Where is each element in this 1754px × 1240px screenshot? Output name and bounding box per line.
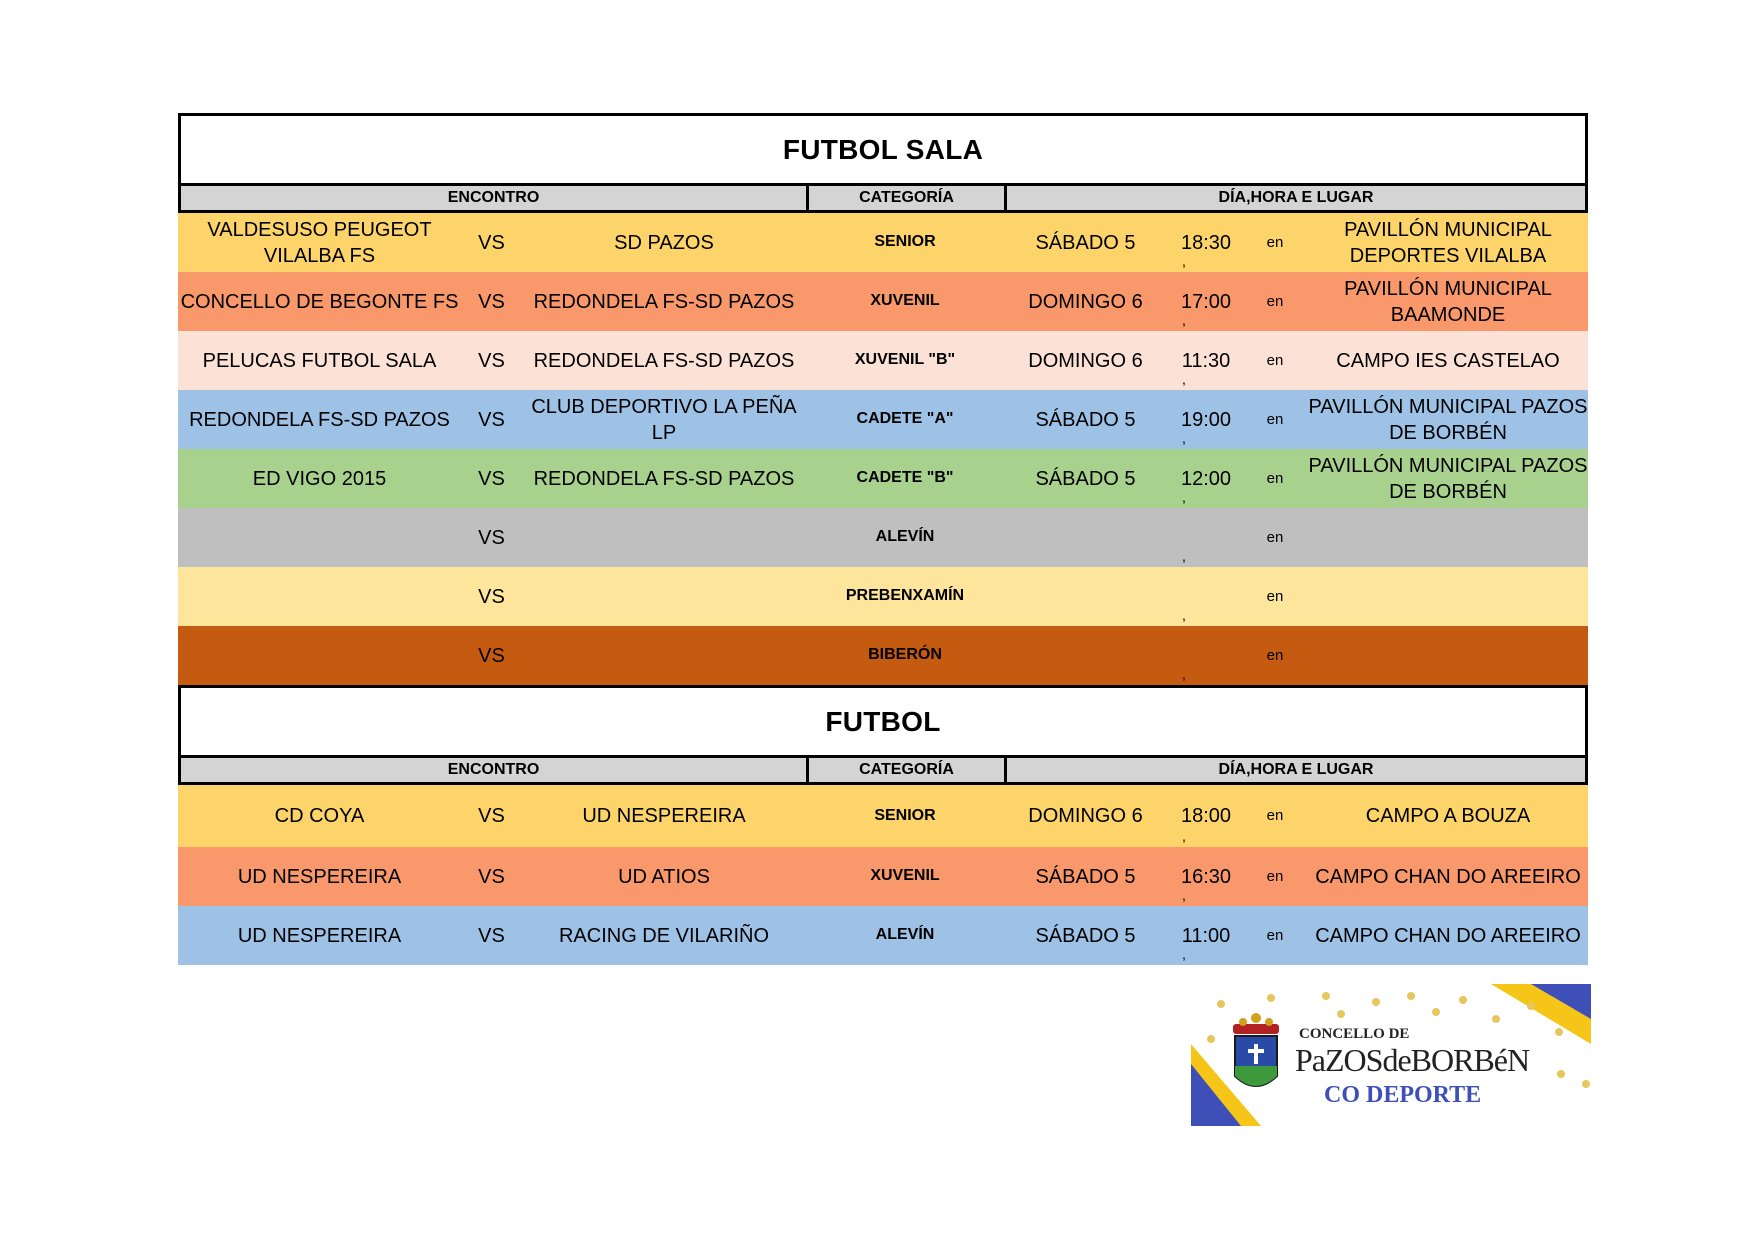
match-place: CAMPO CHAN DO AREEIRO <box>1315 865 1581 888</box>
match-row <box>178 449 1588 508</box>
match-time: 11:00 <box>1181 924 1231 947</box>
match-en: en <box>1266 292 1284 310</box>
header-dia-hora-lugar: DÍA,HORA E LUGAR <box>1004 186 1585 210</box>
match-vs: VS <box>478 585 505 608</box>
match-time <box>1167 626 1245 685</box>
match-away-team: REDONDELA FS-SD PAZOS <box>533 349 795 372</box>
match-place: PAVILLÓN MUNICIPAL PAZOS DE BORBÉN <box>1308 395 1588 444</box>
match-away-team <box>522 508 806 567</box>
schedule-sheet <box>178 113 1588 965</box>
match-time: 11:30 <box>1181 349 1231 372</box>
header-encontro: ENCONTRO <box>447 761 540 778</box>
futbol-sala-rows <box>178 213 1588 685</box>
match-day <box>1004 567 1167 626</box>
match-row <box>178 272 1588 331</box>
match-comma: , <box>1182 371 1186 387</box>
header-categoria: CATEGORÍA <box>806 186 1004 210</box>
match-row <box>178 847 1588 906</box>
match-place <box>1305 626 1591 685</box>
match-away-team: REDONDELA FS-SD PAZOS <box>533 467 795 490</box>
match-place: CAMPO A BOUZA <box>1365 805 1531 827</box>
header-encontro: ENCONTRO <box>447 189 540 206</box>
section-futbol <box>178 685 1588 965</box>
match-home-team: REDONDELA FS-SD PAZOS <box>189 408 450 431</box>
match-day <box>1004 626 1167 685</box>
match-comma: , <box>1182 828 1186 844</box>
match-category: ALEVÍN <box>875 926 935 944</box>
match-vs: VS <box>478 290 505 313</box>
match-day: DOMINGO 6 <box>1028 349 1143 372</box>
header-row-futbol <box>178 755 1588 785</box>
match-category: CADETE "A" <box>856 410 954 428</box>
match-row <box>178 906 1588 965</box>
match-category: SENIOR <box>874 806 936 824</box>
match-en: en <box>1266 233 1284 251</box>
match-day: SÁBADO 5 <box>1035 231 1136 254</box>
match-place: CAMPO CHAN DO AREEIRO <box>1315 924 1581 947</box>
match-away-team <box>522 626 806 685</box>
match-place: PAVILLÓN MUNICIPAL PAZOS DE BORBÉN <box>1308 454 1588 503</box>
header-categoria: CATEGORÍA <box>806 758 1004 782</box>
logo-line1: CONCELLO DE <box>1299 1026 1410 1042</box>
match-day <box>1004 508 1167 567</box>
match-home-team: UD NESPEREIRA <box>237 865 402 888</box>
match-day: DOMINGO 6 <box>1028 290 1143 313</box>
match-vs: VS <box>478 805 505 827</box>
match-day: SÁBADO 5 <box>1035 924 1136 947</box>
match-day: SÁBADO 5 <box>1035 408 1136 431</box>
match-place: PAVILLÓN MUNICIPAL BAAMONDE <box>1344 277 1552 326</box>
match-en: en <box>1266 807 1284 825</box>
match-home-team: PELUCAS FUTBOL SALA <box>202 349 437 372</box>
match-row <box>178 626 1588 685</box>
match-away-team: CLUB DEPORTIVO LA PEÑA LP <box>531 395 797 444</box>
header-dia-hora-lugar: DÍA,HORA E LUGAR <box>1004 758 1585 782</box>
match-row <box>178 508 1588 567</box>
match-home-team <box>178 508 461 567</box>
match-category: XUVENIL <box>870 292 940 310</box>
match-comma: , <box>1182 253 1186 269</box>
match-en: en <box>1266 528 1284 546</box>
match-category: BIBERÓN <box>868 646 942 664</box>
match-time: 12:00 <box>1180 467 1232 490</box>
match-vs: VS <box>478 865 505 888</box>
match-home-team <box>178 567 461 626</box>
match-place <box>1305 567 1591 626</box>
match-category: ALEVÍN <box>875 528 935 546</box>
match-away-team <box>522 567 806 626</box>
match-comma: , <box>1182 312 1186 328</box>
match-home-team: UD NESPEREIRA <box>237 924 402 947</box>
match-category: XUVENIL "B" <box>854 351 956 369</box>
logo-line2: PaZOSdeBORBéN <box>1295 1042 1530 1078</box>
match-row <box>178 567 1588 626</box>
match-row <box>178 213 1588 272</box>
match-away-team: UD NESPEREIRA <box>582 805 746 827</box>
match-vs: VS <box>478 924 505 947</box>
match-en: en <box>1266 469 1284 487</box>
match-en: en <box>1266 646 1284 664</box>
match-time: 18:30 <box>1180 231 1232 254</box>
section-title-futbol: FUTBOL <box>178 685 1588 755</box>
match-away-team: UD ATIOS <box>618 865 710 888</box>
match-time: 17:00 <box>1180 290 1232 313</box>
match-en: en <box>1266 410 1284 428</box>
match-time: 16:30 <box>1180 865 1232 888</box>
match-away-team: SD PAZOS <box>614 231 714 254</box>
match-home-team: CD COYA <box>274 805 365 827</box>
match-day: DOMINGO 6 <box>1028 805 1143 827</box>
match-en: en <box>1266 926 1284 944</box>
match-category: XUVENIL <box>870 867 940 885</box>
match-en: en <box>1266 351 1284 369</box>
logo-line3: CO DEPORTE <box>1324 1082 1482 1108</box>
match-vs: VS <box>478 349 505 372</box>
match-category: PREBENXAMÍN <box>845 587 965 605</box>
header-row-futbol-sala <box>178 183 1588 213</box>
match-home-team: VALDESUSO PEUGEOT VILALBA FS <box>207 218 432 267</box>
match-vs: VS <box>478 231 505 254</box>
match-category: SENIOR <box>874 233 936 251</box>
match-home-team <box>178 626 461 685</box>
futbol-rows <box>178 785 1588 965</box>
section-title-futbol-sala: FUTBOL SALA <box>178 113 1588 183</box>
match-time <box>1167 567 1245 626</box>
match-away-team: RACING DE VILARIÑO <box>558 924 770 947</box>
match-comma: , <box>1182 489 1186 505</box>
match-day: SÁBADO 5 <box>1035 865 1136 888</box>
match-vs: VS <box>478 408 505 431</box>
match-comma: , <box>1182 430 1186 446</box>
match-vs: VS <box>478 467 505 490</box>
match-row <box>178 331 1588 390</box>
concello-pazos-de-borben-logo <box>1191 984 1591 1126</box>
match-comma: , <box>1182 548 1186 564</box>
match-place <box>1305 508 1591 567</box>
match-comma: , <box>1182 946 1186 962</box>
match-place: PAVILLÓN MUNICIPAL DEPORTES VILALBA <box>1344 218 1552 267</box>
match-en: en <box>1266 867 1284 885</box>
match-time: 19:00 <box>1180 408 1232 431</box>
match-comma: , <box>1182 666 1186 682</box>
match-vs: VS <box>478 526 505 549</box>
match-row <box>178 390 1588 449</box>
match-en: en <box>1266 587 1284 605</box>
match-comma: , <box>1182 887 1186 903</box>
match-comma: , <box>1182 607 1186 623</box>
match-category: CADETE "B" <box>856 469 954 487</box>
match-home-team: ED VIGO 2015 <box>252 467 387 490</box>
match-time <box>1167 508 1245 567</box>
match-home-team: CONCELLO DE BEGONTE FS <box>180 290 459 313</box>
match-day: SÁBADO 5 <box>1035 467 1136 490</box>
match-place: CAMPO IES CASTELAO <box>1336 349 1560 372</box>
match-row <box>178 785 1588 847</box>
match-away-team: REDONDELA FS-SD PAZOS <box>533 290 795 313</box>
match-time: 18:00 <box>1180 805 1232 827</box>
match-vs: VS <box>478 644 505 667</box>
